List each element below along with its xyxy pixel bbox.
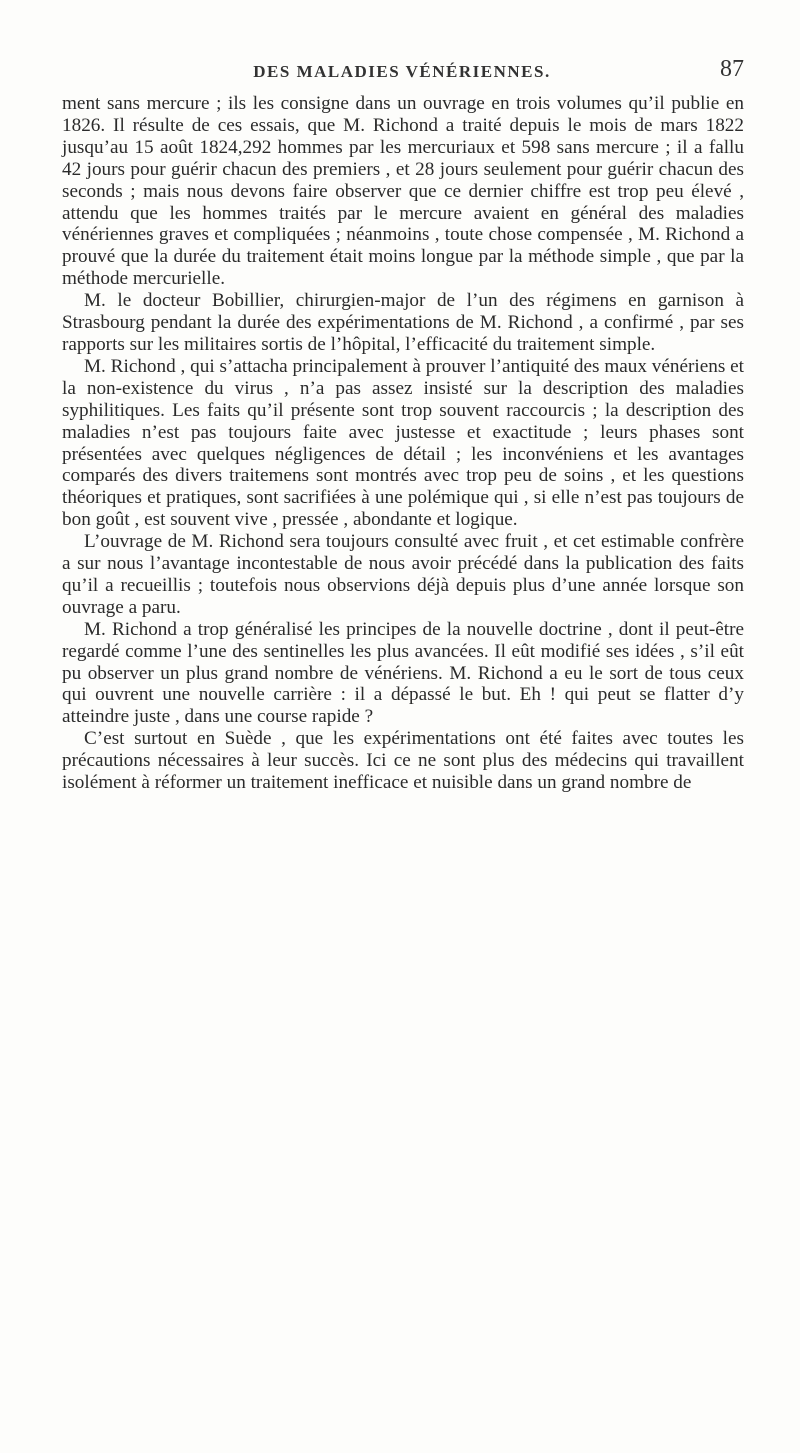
paragraph-2: M. le docteur Bobillier, chirurgien-major de l’un des régimens en garnison à Strasbourg pendant la durée des expérimentations de M. Richond , a confirmé , par ses rapports sur les militaires sortis de l’hôpital, l’efficacité du traitement simple.	[62, 290, 744, 355]
page-number: 87	[720, 56, 744, 82]
paragraph-1: ment sans mercure ; ils les consigne dans un ouvrage en trois volumes qu’il publie en 1826. Il résulte de ces essais, que M. Richond a traité depuis le mois de mars 1822 jusqu’au 15 août 1824,292 hommes par les mercuriaux et 598 sans mercure ; il a fallu 42 jours pour guérir chacun des premiers , et 28 jours seulement pour guérir chacun des seconds ; mais nous devons faire observer que ce dernier chiffre est trop peu élevé , attendu que les hommes traités par le mercure avaient en général des maladies vénériennes graves et compliquées ; néanmoins , toute chose compensée , M. Richond a prouvé que la durée du traitement était moins longue par la méthode simple , que par la méthode mercurielle.	[62, 93, 744, 290]
body-text	[62, 93, 744, 794]
page-header	[60, 56, 744, 84]
paragraph-3: M. Richond , qui s’attacha principalement à prouver l’antiquité des maux vénériens et la non-existence du virus , n’a pas assez insisté sur la description des maladies syphilitiques. Les faits qu’il présente sont trop souvent raccourcis ; la description des maladies n’est pas toujours faite avec justesse et exactitude ; leurs phases sont présentées avec quelques négligences de détail ; les inconvéniens et les avantages comparés des divers traitemens sont montrés avec trop peu de soins , et les questions théoriques et pratiques, sont sacrifiées à une polémique qui , si elle n’est pas toujours de bon goût , est souvent vive , pressée , abondante et logique.	[62, 355, 744, 531]
paragraph-6: C’est surtout en Suède , que les expérimentations ont été faites avec toutes les précautions nécessaires à leur succès. Ici ce ne sont plus des médecins qui travaillent isolément à réformer un traitement inefficace et nuisible dans un grand nombre de	[62, 728, 744, 794]
running-title: DES MALADIES VÉNÉRIENNES.	[253, 62, 551, 81]
paragraph-4: L’ouvrage de M. Richond sera toujours consulté avec fruit , et cet estimable confrère a sur nous l’avantage incontestable de nous avoir précédé dans la publication des faits qu’il a recueillis ; toutefois nous observions déjà depuis plus d’une année lorsque son ouvrage a paru.	[62, 531, 744, 618]
paragraph-5: M. Richond a trop généralisé les principes de la nouvelle doctrine , dont il peut-être regardé comme l’une des sentinelles les plus avancées. Il eût modifié ses idées , s’il eût pu observer un plus grand nombre de vénériens. M. Richond a eu le sort de tous ceux qui ouvrent une nouvelle carrière : il a dépassé le but. Eh ! qui peut se flatter d’y atteindre juste , dans une course rapide ?	[62, 618, 744, 728]
